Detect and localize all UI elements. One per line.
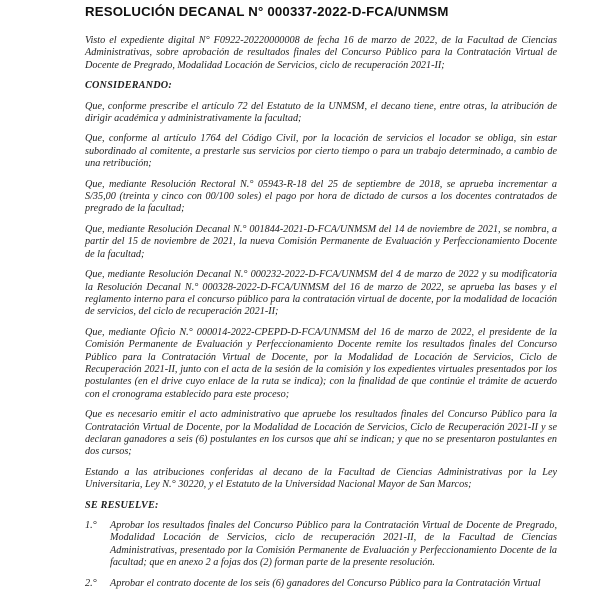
considerando-paragraph: Que, mediante Resolución Decanal N.° 000232-2022-D-FCA/UNMSM del 4 de marzo de 2022 y su modificatoria la Resolución Decanal N.° 000328-2022-D-FCA/UNMSM del 16 de marzo de 2022, se aprueba las bases y el reglamento interno para el concurso público para la contratación virtual de docente, por la modalidad de locación de servicios, del ciclo de recuperación 2021-II; <box>85 269 557 318</box>
considerando-paragraph: Que, conforme al artículo 1764 del Código Civil, por la locación de servicios el locador se obliga, sin estar subordinado al comitente, a prestarle sus servicios por cierto tiempo o para un trabajo determinado, a cambio de una retribución; <box>85 133 557 170</box>
se-resuelve-heading: SE RESUELVE: <box>85 499 159 511</box>
resolution-item <box>85 520 557 570</box>
considerando-heading: CONSIDERANDO: <box>85 80 172 92</box>
estando-paragraph: Estando a las atribuciones conferidas al decano de la Facultad de Ciencias Administrativas por la Ley Universitaria, Ley N.° 30220, y el Estatuto de la Universidad Nacional Mayor de San Marcos; <box>85 466 557 491</box>
resolution-text: Aprobar los resultados finales del Concurso Público para la Contratación Virtual de Docente de Pregrado, Modalidad Locación de Servicios, ciclo de recuperación 2021-II, de la Facultad de Ciencias Administrativas, presentado por la Comisión Permanente de Evaluación y Perfeccionamiento Docente de la facultad; que en anexo 2 a fojas dos (2) forman parte de la presente resolución. <box>110 520 557 569</box>
resolution-title: RESOLUCIÓN DECANAL N° 000337-2022-D-FCA/UNMSM <box>85 4 449 19</box>
resolution-number: 1.° <box>85 520 97 531</box>
visto-paragraph: Visto el expediente digital N° F0922-20220000008 de fecha 16 de marzo de 2022, de la Facultad de Ciencias Administrativas, sobre aprobación de resultados finales del Concurso Público para la Contratación Virtual de Docente de Pregrado, Modalidad Locación de Servicios, ciclo de recuperación 2021-II; <box>85 35 557 71</box>
considerando-paragraph: Que, conforme prescribe el artículo 72 del Estatuto de la UNMSM, el decano tiene, entre otras, la atribución de dirigir académica y administrativamente la facultad; <box>85 100 557 125</box>
resolution-number: 2.° <box>85 577 97 589</box>
considerando-paragraph: Que, mediante Resolución Rectoral N.° 05943-R-18 del 25 de septiembre de 2018, se aprueba incrementar a S/35,00 (treinta y cinco con 00/100 soles) el pago por hora de dictado de cursos a los docentes contratados de pregrado de la facultad; <box>85 178 557 215</box>
resolution-item <box>85 578 557 590</box>
considerando-paragraph: Que, mediante Oficio N.° 000014-2022-CPEPD-D-FCA/UNMSM del 16 de marzo de 2022, el presidente de la Comisión Permanente de Evaluación y Perfeccionamiento Docente remite los resultados finales del Concurso Público para la Contratación Virtual de Docente, por la Modalidad de Locación de Servicios, Ciclo de Recuperación 2021-II, junto con el acta de la sesión de la comisión y los expedientes virtuales presentados por los postulantes (en el drive cuyo enlace de la ruta se indica); con la finalidad de que continúe el trámite de acuerdo con el cronograma establecido para este proceso; <box>85 326 557 400</box>
considerando-paragraph: Que, mediante Resolución Decanal N.° 001844-2021-D-FCA/UNMSM del 14 de noviembre de 2021, se nombra, a partir del 15 de noviembre de 2021, la nueva Comisión Permanente de Evaluación y Perfeccionamiento Docente de la facultad; <box>85 223 557 260</box>
considerando-paragraph: Que es necesario emitir el acto administrativo que apruebe los resultados finales del Concurso Público para la Contratación Virtual de Docente, por la Modalidad de Locación de Servicios, Ciclo de Recuperación 2021-II y se declaran ganadores a seis (6) postulantes en los cursos que ahí se indican; y que no se presentaron postulantes en dos cursos; <box>85 409 557 458</box>
resolution-text: Aprobar el contrato docente de los seis (6) ganadores del Concurso Público para la Contratación Virtual <box>110 577 541 589</box>
